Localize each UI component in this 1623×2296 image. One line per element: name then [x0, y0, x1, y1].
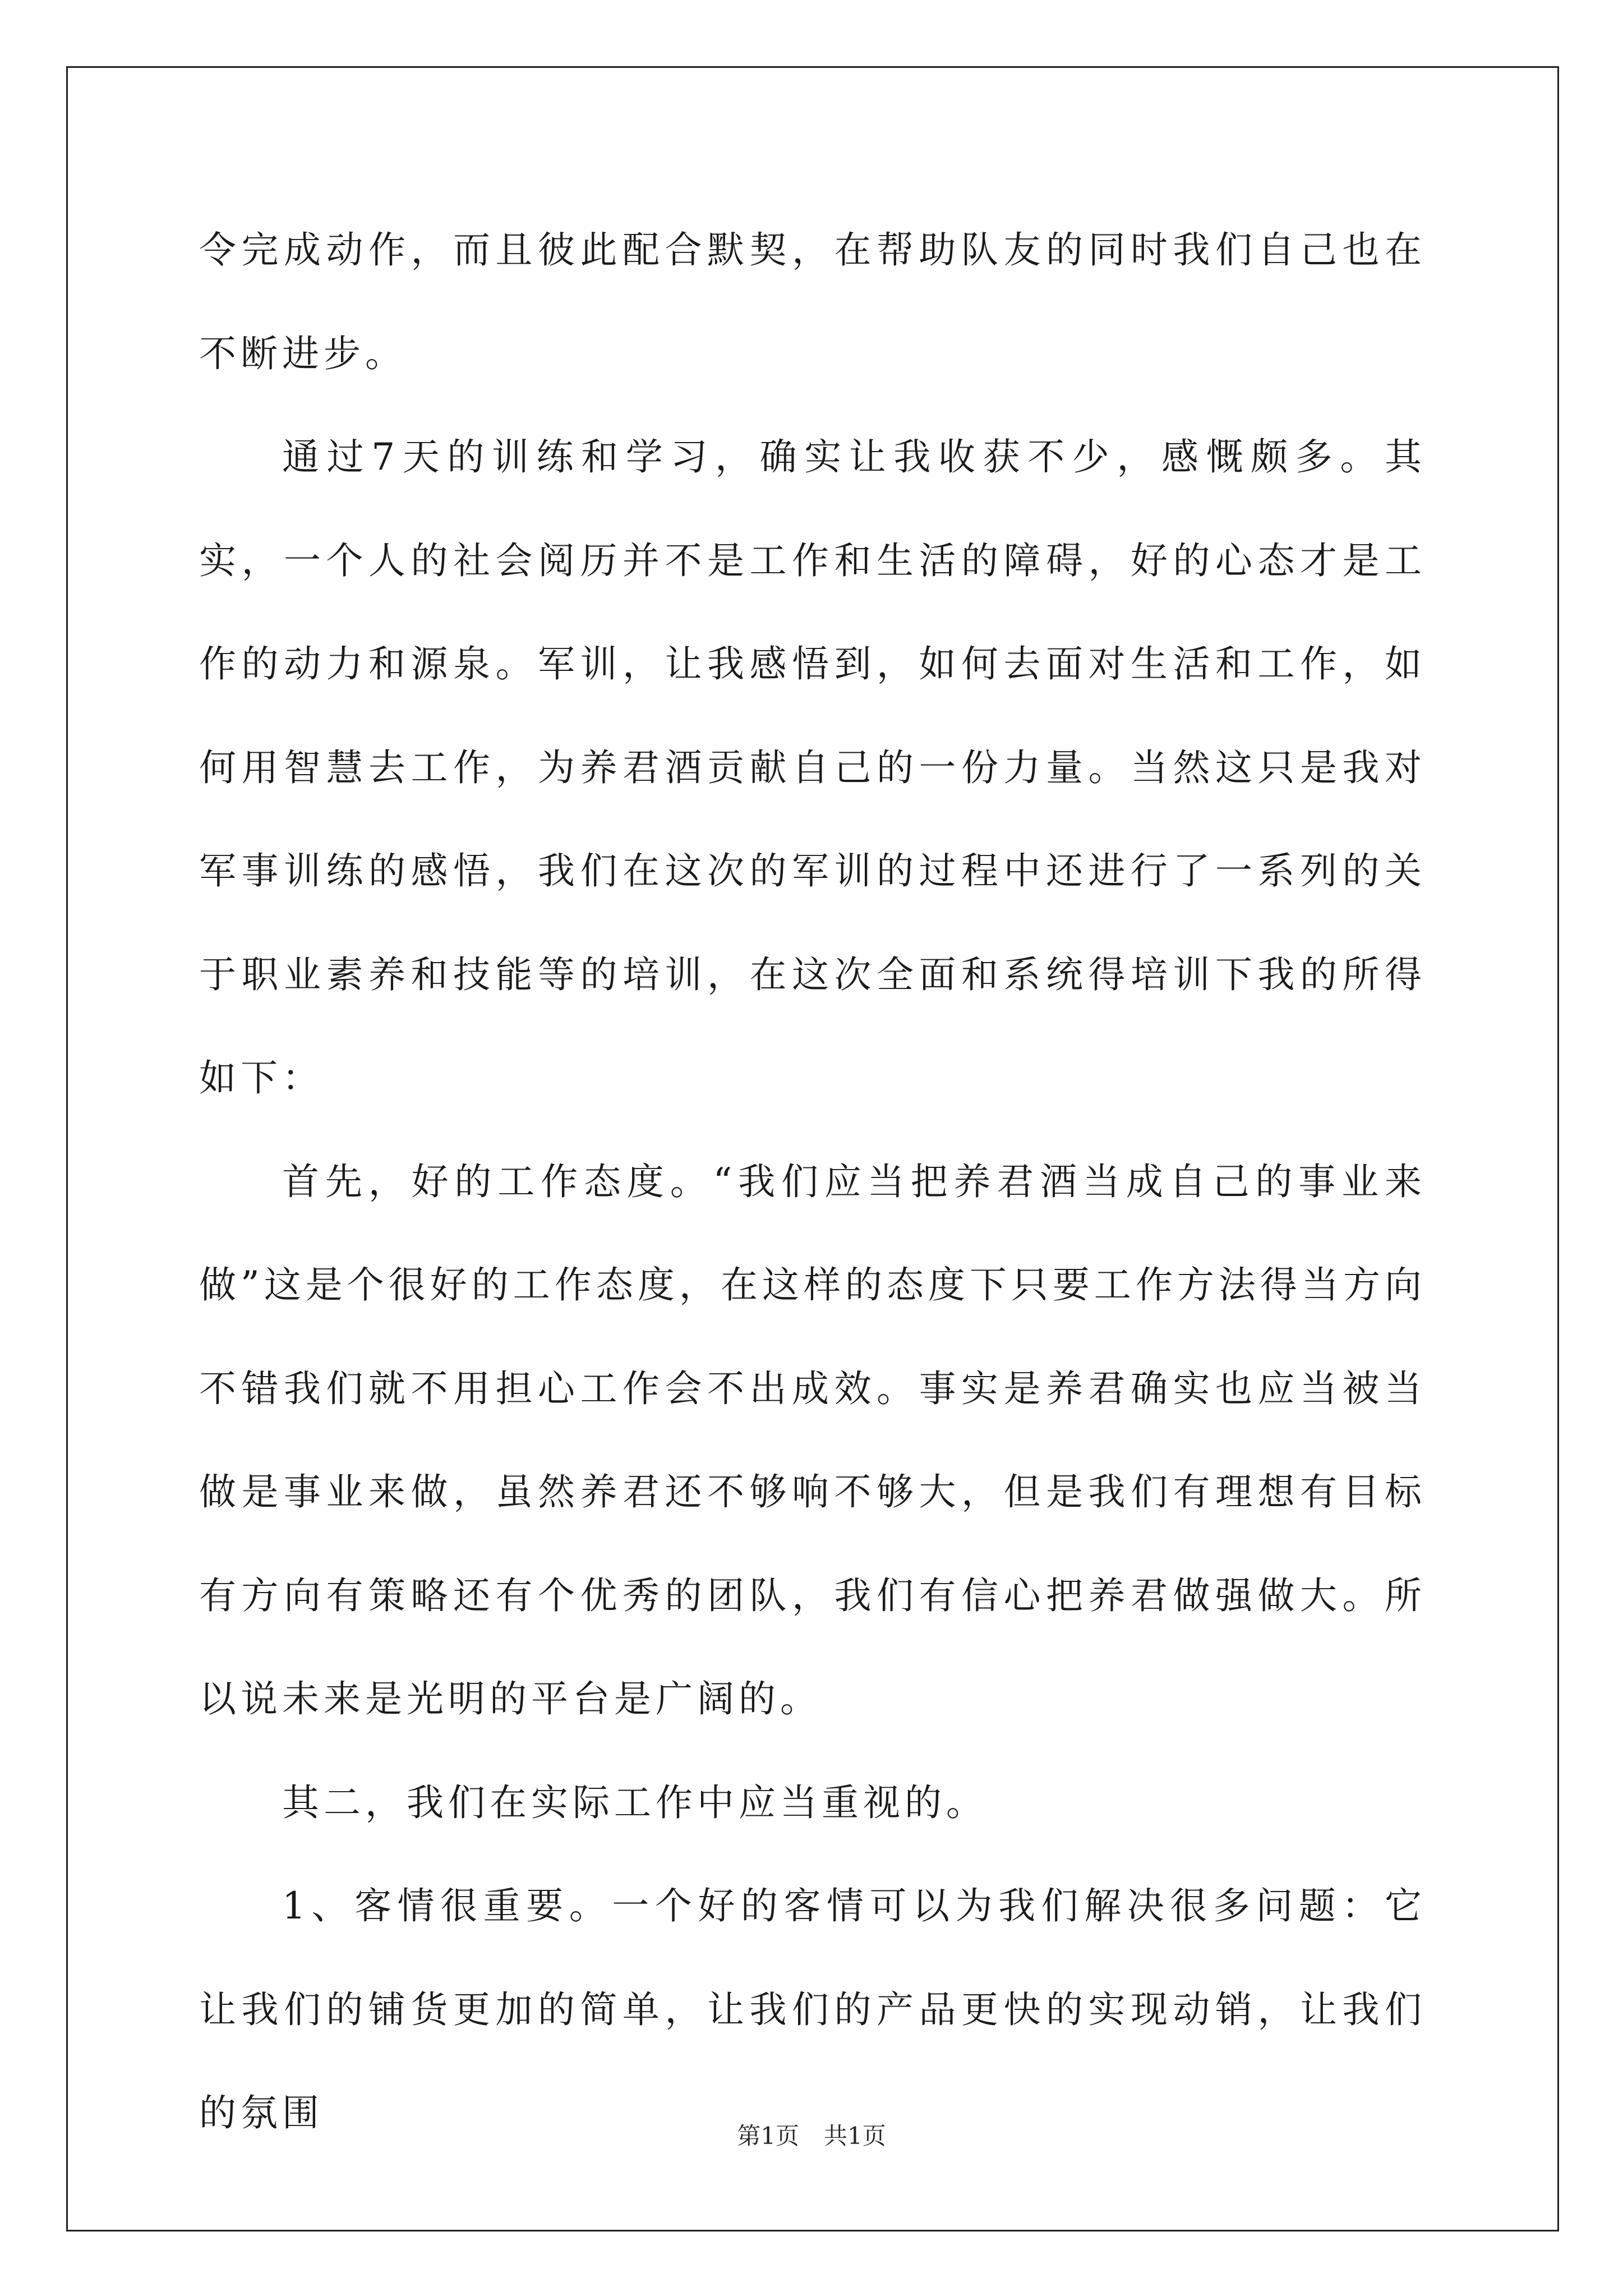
paragraph-customer-relations: 1、客情很重要。一个好的客情可以为我们解决很多问题：它让我们的铺货更加的简单，让我们的产品更快的实现动销，让我们的氛围 [199, 1884, 1426, 2134]
page-number: 第1页 [737, 2122, 799, 2150]
page-footer [0, 2119, 1623, 2153]
paragraph-training-reflection: 通过7天的训练和学习，确实让我收获不少，感慨颇多。其实，一个人的社会阅历并不是工作和生活的障碍，好的心态才是工作的动力和源泉。军训，让我感悟到，如何去面对生活和工作，如何用智慧去工作，为养君酒贡献自己的一份力量。当然这只是我对军事训练的感悟，我们在这次的军训的过程中还进行了一系列的关于职业素养和技能等的培训，在这次全面和系统得培训下我的所得如下： [199, 435, 1426, 1099]
paragraph-continuation: 令完成动作，而且彼此配合默契，在帮助队友的同时我们自己也在不断进步。 [199, 228, 1426, 375]
document-body [199, 199, 1426, 2165]
paragraph-work-attitude: 首先，好的工作态度。“我们应当把养君酒当成自己的事业来做”这是个很好的工作态度，在这样的态度下只要工作方法得当方向不错我们就不用担心工作会不出成效。事实是养君确实也应当被当做是事业来做，虽然养君还不够响不够大，但是我们有理想有目标有方向有策略还有个优秀的团队，我们有信心把养君做强做大。所以说未来是光明的平台是广阔的。 [199, 1159, 1426, 1720]
paragraph-second-point: 其二，我们在实际工作中应当重视的。 [282, 1780, 988, 1824]
page-total: 共1页 [824, 2122, 886, 2150]
